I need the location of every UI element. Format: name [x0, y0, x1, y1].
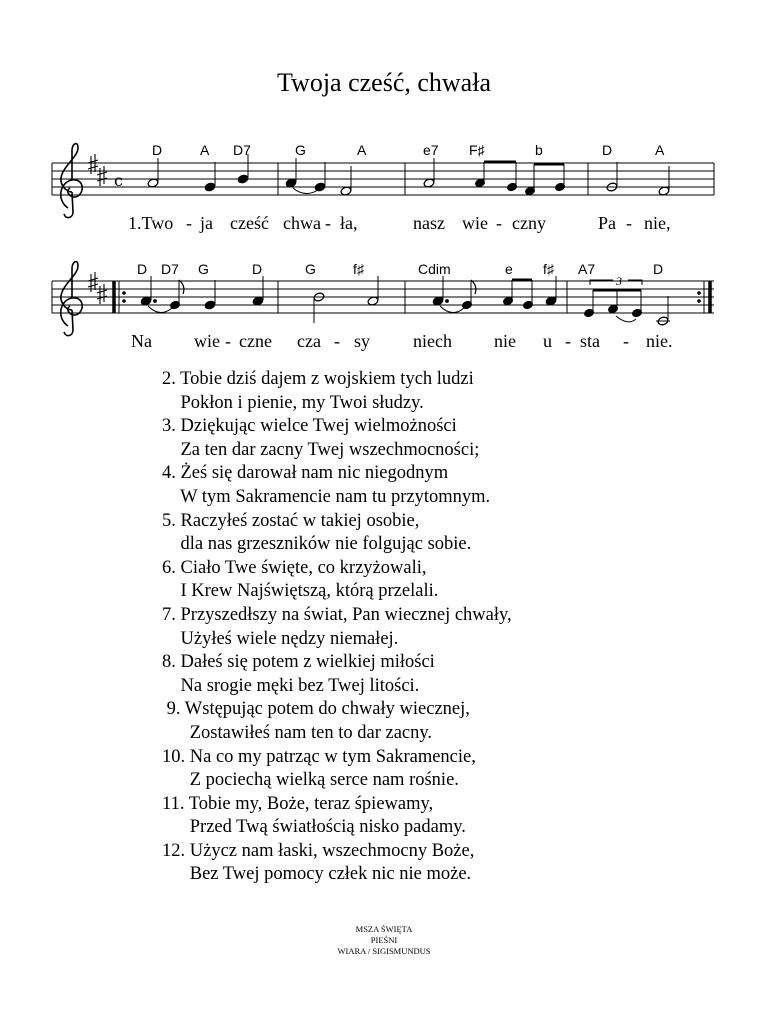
- syllable: cza: [297, 331, 321, 351]
- syllable: nie: [494, 331, 516, 351]
- verse-line: Zostawiłeś nam ten to dar zacny.: [162, 722, 433, 743]
- syllable: nie,: [644, 213, 671, 233]
- verse-line: dla nas grzeszników nie folgując sobie.: [162, 534, 472, 555]
- syllable: niech: [413, 331, 452, 351]
- chord: A7: [578, 261, 596, 277]
- verse-line: 7. Przyszedłszy na świat, Pan wiecznej chwały,: [162, 604, 512, 625]
- treble-clef: [61, 262, 83, 336]
- key-sharp-c: [97, 284, 107, 304]
- verse-line: Przed Twą światłością nisko padamy.: [162, 817, 466, 838]
- chord: D: [137, 261, 148, 277]
- syllable: wie: [194, 331, 220, 351]
- chord: D: [602, 142, 613, 158]
- verse-line: Użyłeś wiele nędzy niemałej.: [162, 628, 399, 649]
- syllable: sta: [580, 331, 600, 351]
- staff-system-1: [52, 142, 714, 233]
- syllable: -: [496, 213, 502, 233]
- chord: G: [295, 142, 306, 158]
- verse-line: 6. Ciało Twe święte, co krzyżowali,: [162, 557, 427, 578]
- verse-line: 4. Żeś się darował nam nic niegodnym: [162, 463, 449, 484]
- chord: f♯: [353, 261, 364, 277]
- syllable: -: [334, 331, 340, 351]
- chord: D7: [233, 142, 251, 158]
- footer: [0, 924, 768, 957]
- sheet-music: [0, 0, 768, 360]
- syllable: 1.Two: [128, 213, 174, 233]
- verse-line: 9. Wstępując potem do chwały wiecznej,: [162, 699, 470, 720]
- verse-line: 5. Raczyłeś zostać w takiej osobie,: [162, 510, 420, 531]
- verse-line: 10. Na co my patrząc w tym Sakramencie,: [162, 746, 476, 767]
- chord: e7: [423, 142, 439, 158]
- chord: F♯: [469, 142, 485, 158]
- chord-symbols-2: [137, 261, 663, 277]
- footer-line: MSZA ŚWIĘTA: [355, 924, 413, 934]
- chord: D: [653, 261, 664, 277]
- chord-symbols-1: [152, 142, 665, 158]
- chord: G: [305, 261, 316, 277]
- syllable: ła,: [340, 213, 358, 233]
- song-title: Twoja cześć, chwała: [276, 68, 491, 97]
- chord: D: [252, 261, 263, 277]
- verses-block: [162, 368, 722, 887]
- syllable: -: [325, 213, 331, 233]
- syllable: u: [543, 331, 552, 351]
- footer-line: WIARA / SIGISMUNDUS: [337, 946, 431, 956]
- syllable: -: [626, 213, 632, 233]
- lyrics-1: [128, 213, 671, 233]
- footer-line: PIEŚNI: [370, 935, 398, 945]
- syllable: Na: [131, 331, 152, 351]
- verse-line: 2. Tobie dziś dajem z wojskiem tych ludzi: [162, 369, 474, 389]
- verse-line: Pokłon i pienie, my Twoi słudzy.: [162, 392, 424, 413]
- verse-line: 11. Tobie my, Boże, teraz śpiewamy,: [162, 793, 434, 814]
- syllable: wie: [462, 213, 488, 233]
- syllable: chwa: [283, 213, 321, 233]
- chord: D: [152, 142, 163, 158]
- chord: f♯: [543, 261, 554, 277]
- verse-line: Z pociechą wielką serce nam rośnie.: [162, 770, 459, 791]
- verse-line: I Krew Najświętszą, którą przelali.: [162, 581, 439, 602]
- syllable: Pa: [598, 213, 616, 233]
- syllable: sy: [354, 331, 371, 351]
- syllable: cześć: [230, 213, 269, 233]
- chord: D7: [161, 261, 179, 277]
- svg-text:3: 3: [616, 274, 622, 288]
- chord: e: [505, 261, 513, 277]
- chord: b: [535, 142, 543, 158]
- staff-system-2: [52, 261, 714, 351]
- syllable: nie.: [646, 331, 673, 351]
- verse-line: W tym Sakramencie nam tu przytomnym.: [162, 486, 491, 507]
- syllable: -: [565, 331, 571, 351]
- verse-line: 3. Dziękując wielce Twej wielmożności: [162, 416, 457, 437]
- syllable: -: [225, 331, 231, 351]
- syllable: -: [623, 331, 629, 351]
- lyrics-2: [131, 331, 673, 351]
- syllable: czne: [239, 331, 272, 351]
- chord: A: [655, 142, 665, 158]
- treble-clef: [61, 144, 83, 218]
- chord: A: [357, 142, 367, 158]
- chord: Cdim: [418, 261, 451, 277]
- verse-line: Za ten dar zacny Twej wszechmocności;: [162, 439, 480, 460]
- verse-line: 8. Dałeś się potem z wielkiej miłości: [162, 652, 435, 673]
- syllable: nasz: [413, 213, 445, 233]
- syllable: czny: [512, 213, 546, 233]
- key-sharp-c: [97, 166, 107, 186]
- syllable: -: [186, 213, 192, 233]
- common-time: c: [114, 171, 123, 190]
- verse-line: 12. Użycz nam łaski, wszechmocny Boże,: [162, 840, 475, 861]
- verse-line: Bez Twej pomocy człek nic nie może.: [162, 864, 472, 885]
- syllable: ja: [200, 213, 213, 233]
- chord: G: [198, 261, 209, 277]
- verse-line: Na srogie męki bez Twej litości.: [162, 675, 420, 696]
- notes-system-1: [147, 154, 670, 196]
- chord: A: [200, 142, 210, 158]
